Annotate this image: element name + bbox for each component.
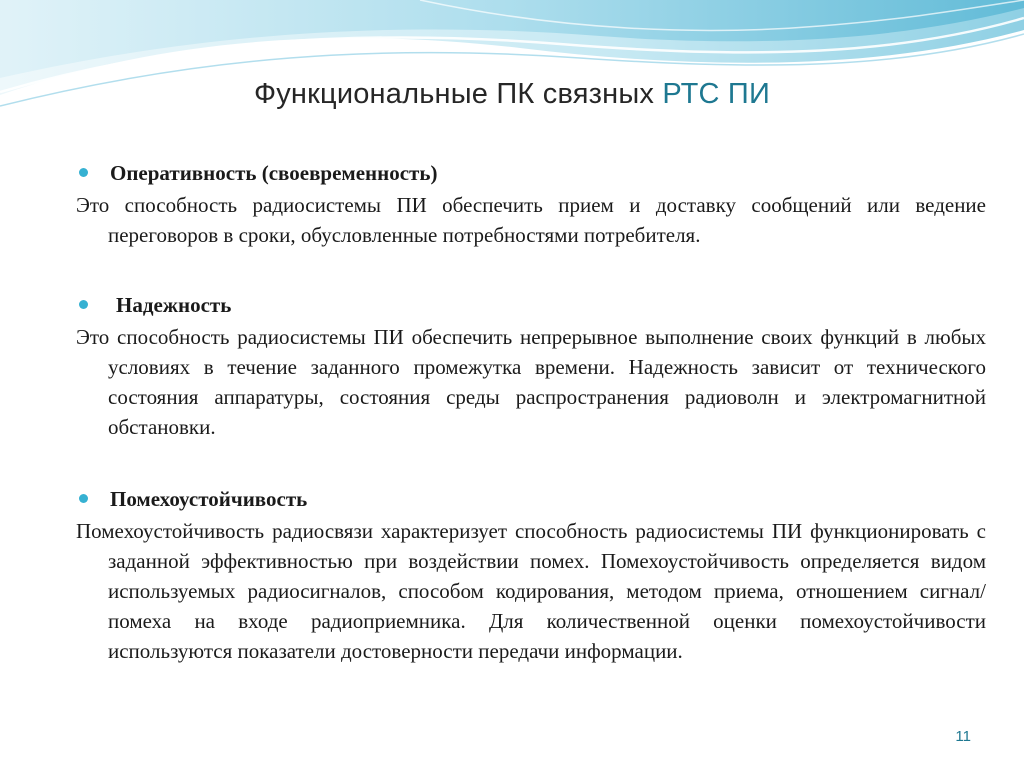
section-text-operativity: Это способность радиосистемы ПИ обеспечить прием и доставку сообщений или ведение переговоров в сроки, обусловленные потребностями потребителя. bbox=[76, 193, 986, 247]
section-heading-text: Помехоустойчивость bbox=[110, 487, 308, 511]
section-heading-reliability bbox=[76, 290, 986, 320]
bullet-dot-icon bbox=[79, 300, 88, 309]
section-text-reliability: Это способность радиосистемы ПИ обеспечить непрерывное выполнение своих функций в любых условиях в течение заданного промежутка времени. Надежность зависит от технического состояния аппаратуры, состояния среды распространения радиоволн и электромагнитной обстановки. bbox=[76, 325, 986, 439]
section-heading-text: Оперативность (своевременность) bbox=[110, 161, 438, 185]
section-text-noise-immunity: Помехоустойчивость радиосвязи характеризует способность радиосистемы ПИ функционировать с заданной эффективностью при воздействии помех. Помехоустойчивость определяется видом используемых радиосигналов, способом кодирования, методом приема, отношением сигнал/ помеха на входе радиоприемника. Для количественной оценки помехоустойчивости используются показатели достоверности передачи информации. bbox=[76, 519, 986, 663]
section-heading-noise-immunity bbox=[76, 484, 986, 514]
title-accent-text: РТС ПИ bbox=[662, 78, 771, 110]
slide-content bbox=[76, 158, 986, 666]
section-heading-text: Надежность bbox=[116, 293, 232, 317]
bullet-dot-icon bbox=[79, 494, 88, 503]
page-number: 11 bbox=[955, 728, 971, 745]
title-main-text: Функциональные ПК связных bbox=[253, 78, 663, 110]
bullet-dot-icon bbox=[79, 168, 88, 177]
section-heading-operativity bbox=[76, 158, 986, 188]
slide-title bbox=[0, 78, 1024, 111]
